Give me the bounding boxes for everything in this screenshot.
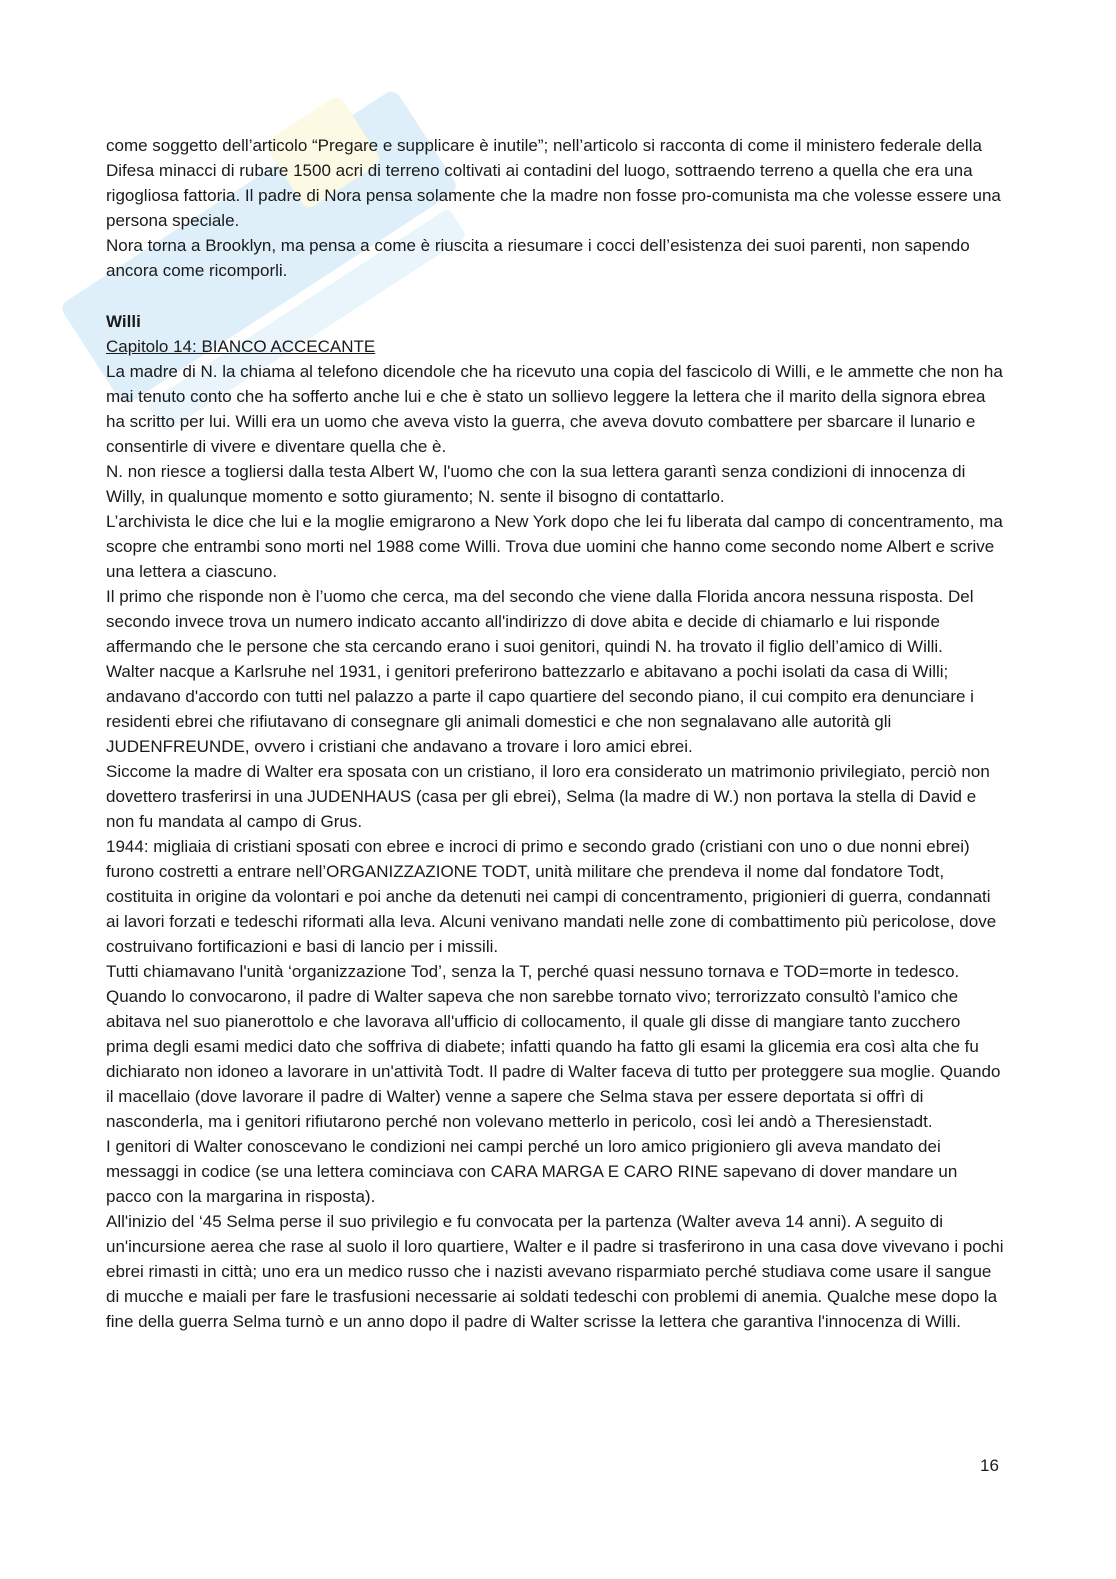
paragraph: La madre di N. la chiama al telefono dicendole che ha ricevuto una copia del fascicolo di Willi, e le ammette che non ha mai tenuto conto che ha sofferto anche lui e che è stato un sollievo leggere la lettera che il marito della signora ebrea ha scritto per lui. Willi era un uomo che aveva visto la guerra, che aveva dovuto combattere per sbarcare il lunario e consentirle di vivere e diventare quella che è. bbox=[106, 362, 1003, 456]
paragraph: All'inizio del ‘45 Selma perse il suo privilegio e fu convocata per la partenza (Walter aveva 14 anni). A seguito di un'incursione aerea che rase al suolo il loro quartiere, Walter e il padre si trasferirono in una casa dove vivevano i pochi ebrei rimasti in città; uno era un medico russo che i nazisti avevano risparmiato perché studiava come usare il sangue di mucche e maiali per fare le trasfusioni necessarie ai soldati tedeschi con problemi di anemia. Qualche mese dopo la fine della guerra Selma turnò e un anno dopo il padre di Walter scrisse la lettera che garantiva l'innocenza di Willi. bbox=[106, 1212, 1004, 1331]
paragraph-spacer bbox=[106, 283, 1006, 309]
paragraph: N. non riesce a togliersi dalla testa Albert W, l'uomo che con la sua lettera garantì senza condizioni di innocenza di Willy, in qualunque momento e sotto giuramento; N. sente il bisogno di contattarlo. bbox=[106, 462, 966, 506]
paragraph: Walter nacque a Karlsruhe nel 1931, i genitori preferirono battezzarlo e abitavano a pochi isolati da casa di Willi; andavano d'accordo con tutti nel palazzo a parte il capo quartiere del secondo piano, il cui compito era denunciare i residenti ebrei che rifiutavano di consegnare gli animali domestici e che non segnalavano alle autorità gli JUDENFREUNDE, ovvero i cristiani che andavano a trovare i loro amici ebrei. bbox=[106, 662, 974, 756]
paragraph: 1944: migliaia di cristiani sposati con ebree e incroci di primo e secondo grado (cristiani con uno o due nonni ebrei) furono costretti a entrare nell’ORGANIZZAZIONE TODT, unità militare che prendeva il nome dal fondatore Todt, costituita in origine da volontari e poi anche da detenuti nei campi di concentramento, prigionieri di guerra, condannati ai lavori forzati e tedeschi riformati alla leva. Alcuni venivano mandati nelle zone di combattimento più pericolose, dove costruivano fortificazioni e basi di lancio per i missili. bbox=[106, 837, 997, 956]
paragraph: Nora torna a Brooklyn, ma pensa a come è riuscita a riesumare i cocci dell’esistenza dei suoi parenti, non sapendo ancora come ricomporli. bbox=[106, 236, 970, 280]
document-body bbox=[106, 133, 1006, 1334]
paragraph: L’archivista le dice che lui e la moglie emigrarono a New York dopo che lei fu liberata dal campo di concentramento, ma scopre che entrambi sono morti nel 1988 come Willi. Trova due uomini che hanno come secondo nome Albert e scrive una lettera a ciascuno. bbox=[106, 512, 1003, 581]
page-number: 16 bbox=[980, 1456, 999, 1475]
paragraph: I genitori di Walter conoscevano le condizioni nei campi perché un loro amico prigioniero gli aveva mandato dei messaggi in codice (se una lettera cominciava con CARA MARGA E CARO RINE sapevano di dover mandare un pacco con la margarina in risposta). bbox=[106, 1137, 958, 1206]
paragraph: Il primo che risponde non è l’uomo che cerca, ma del secondo che viene dalla Florida ancora nessuna risposta. Del secondo invece trova un numero indicato accanto all'indirizzo di dove abita e decide di chiamarlo e lui risponde affermando che le persone che sta cercando erano i suoi genitori, quindi N. ha trovato il figlio dell’amico di Willi. bbox=[106, 587, 974, 656]
paragraph: Tutti chiamavano l'unità ‘organizzazione Tod’, senza la T, perché quasi nessuno tornava e TOD=morte in tedesco. Quando lo convocarono, il padre di Walter sapeva che non sarebbe tornato vivo; terrorizzato consultò l'amico che abitava nel suo pianerottolo e che lavorava all'ufficio di collocamento, il quale gli disse di mangiare tanto zucchero prima degli esami medici dato che soffriva di diabete; infatti quando ha fatto gli esami la glicemia era così alta che fu dichiarato non idoneo a lavorare in un'attività Todt. Il padre di Walter faceva di tutto per proteggere sua moglie. Quando il macellaio (dove lavorare il padre di Walter) venne a sapere che Selma stava per essere deportata si offrì di nasconderla, ma i genitori rifiutarono perché non volevano metterlo in pericolo, così lei andò a Theresienstadt. bbox=[106, 962, 1001, 1131]
chapter-title: Capitolo 14: BIANCO ACCECANTE bbox=[106, 337, 376, 356]
section-title: Willi bbox=[106, 312, 141, 331]
paragraph: come soggetto dell’articolo “Pregare e supplicare è inutile”; nell’articolo si racconta di come il ministero federale della Difesa minacci di rubare 1500 acri di terreno coltivati ai contadini del luogo, sottraendo terreno a quella che era una rigogliosa fattoria. Il padre di Nora pensa solamente che la madre non fosse pro-comunista ma che volesse essere una persona speciale. bbox=[106, 136, 1001, 230]
paragraph: Siccome la madre di Walter era sposata con un cristiano, il loro era considerato un matrimonio privilegiato, perciò non dovettero trasferirsi in una JUDENHAUS (casa per gli ebrei), Selma (la madre di W.) non portava la stella di David e non fu mandata al campo di Grus. bbox=[106, 762, 990, 831]
